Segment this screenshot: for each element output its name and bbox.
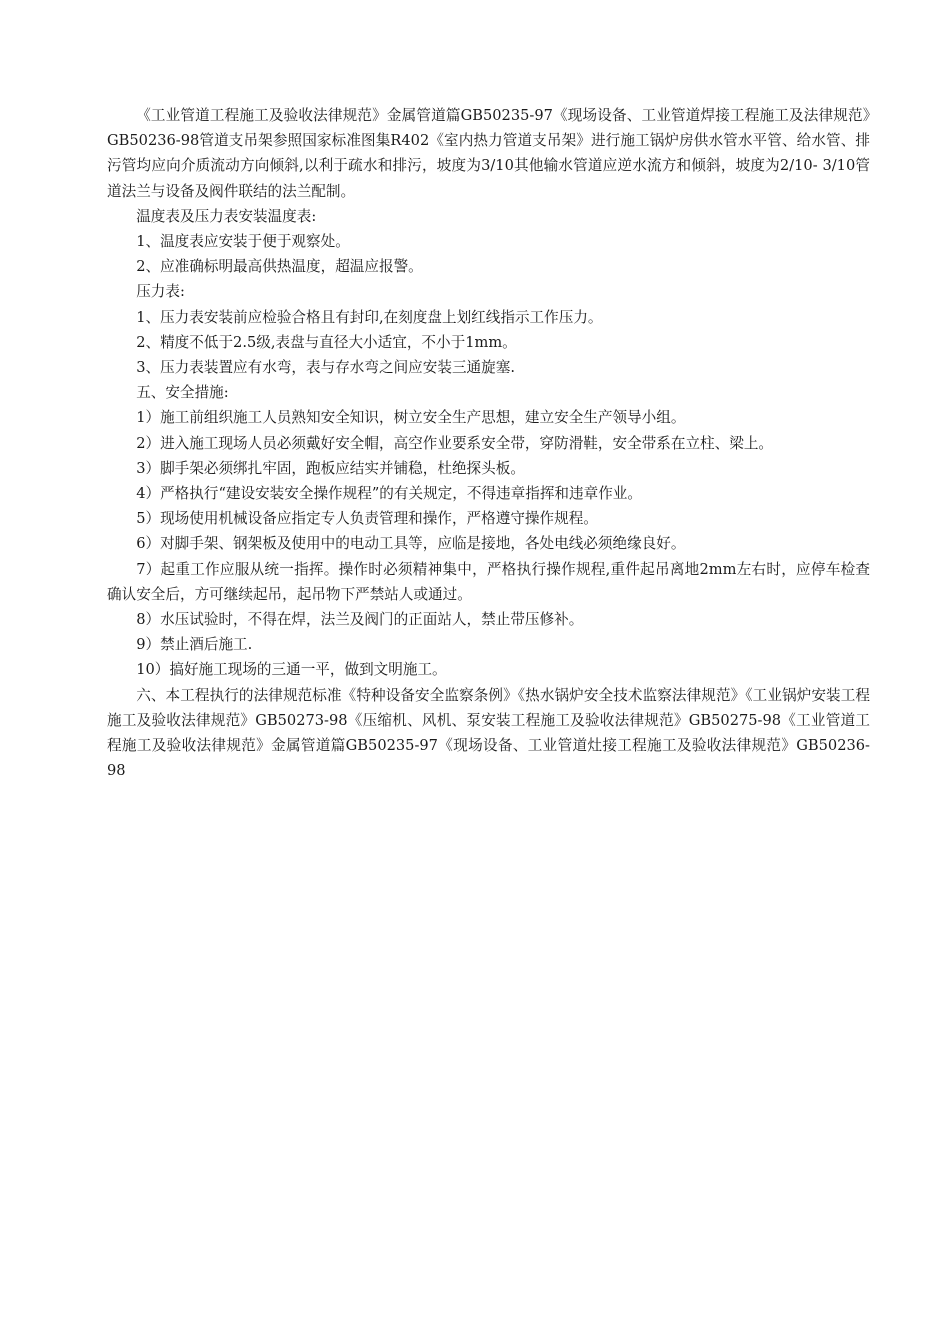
- list-item: 7）起重工作应服从统一指挥。操作时必须精神集中，严格执行操作规程,重件起吊离地2mm左右时，应停车检查确认安全后，方可继续起吊，起吊物下严禁站人或通过。: [107, 560, 870, 603]
- list-item: 2、精度不低于2.5级,表盘与直径大小适宜，不小于1mm。: [136, 333, 517, 351]
- list-item: 10）搞好施工现场的三通一平，做到文明施工。: [136, 661, 447, 679]
- section-heading-safety: 五、安全措施:: [136, 384, 229, 402]
- paragraph-pipeline-standards: 《工业管道工程施工及验收法律规范》金属管道篇GB50235-97《现场设备、工业管道焊接工程施工及法律规范》GB50236-98管道支吊架参照国家标准图集R402《室内热力管道支吊架》进行施工锅炉房供水管水平管、给水管、排污管均应向介质流动方向倾斜,以利于疏水和排污，坡度为3/10其他输水管道应逆水流方和倾斜，坡度为2/10- 3/10管道法兰与设备及阀件联结的法兰配制。: [107, 107, 870, 200]
- list-item: 5）现场使用机械设备应指定专人负责管理和操作，严格遵守操作规程。: [136, 510, 598, 528]
- list-item: 1、温度表应安装于便于观察处。: [136, 233, 350, 251]
- heading-pressure-gauge: 压力表:: [136, 283, 185, 301]
- list-item: 3、压力表装置应有水弯，表与存水弯之间应安装三通旋塞.: [136, 359, 515, 377]
- list-item: 9）禁止酒后施工.: [136, 636, 253, 654]
- list-item: 2、应准确标明最高供热温度，超温应报警。: [136, 258, 423, 276]
- paragraph-standards-list: 六、本工程执行的法律规范标准《特种设备安全监察条例》《热水锅炉安全技术监察法律规范》《工业锅炉安装工程施工及验收法律规范》GB50273-98《压缩机、风机、泵安装工程施工及验收法律规范》GB50275-98《工业管道工程施工及验收法律规范》金属管道篇GB50235-97《现场设备、工业管道灶接工程施工及验收法律规范》GB50236-98: [107, 686, 870, 780]
- list-item: 1）施工前组织施工人员熟知安全知识，树立安全生产思想，建立安全生产领导小组。: [136, 409, 686, 427]
- document-body: [107, 103, 870, 783]
- list-item: 6）对脚手架、钢架板及使用中的电动工具等，应临是接地，各处电线必须绝缘良好。: [136, 535, 686, 553]
- heading-thermometer-pressure-gauge: 温度表及压力表安装温度表:: [136, 207, 317, 225]
- list-item: 8）水压试验时，不得在焊，法兰及阀门的正面站人，禁止带压修补。: [136, 611, 584, 629]
- list-item: 1、压力表安装前应检验合格且有封印,在刻度盘上划红线指示工作压力。: [136, 308, 603, 326]
- list-item: 3）脚手架必须绑扎牢固，跑板应结实并铺稳，杜绝探头板。: [136, 459, 525, 477]
- list-item: 2）进入施工现场人员必须戴好安全帽，高空作业要系安全带，穿防滑鞋，安全带系在立柱、梁上。: [136, 434, 774, 452]
- list-item: 4）严格执行“建设安装安全操作规程”的有关规定，不得违章指挥和违章作业。: [136, 485, 642, 503]
